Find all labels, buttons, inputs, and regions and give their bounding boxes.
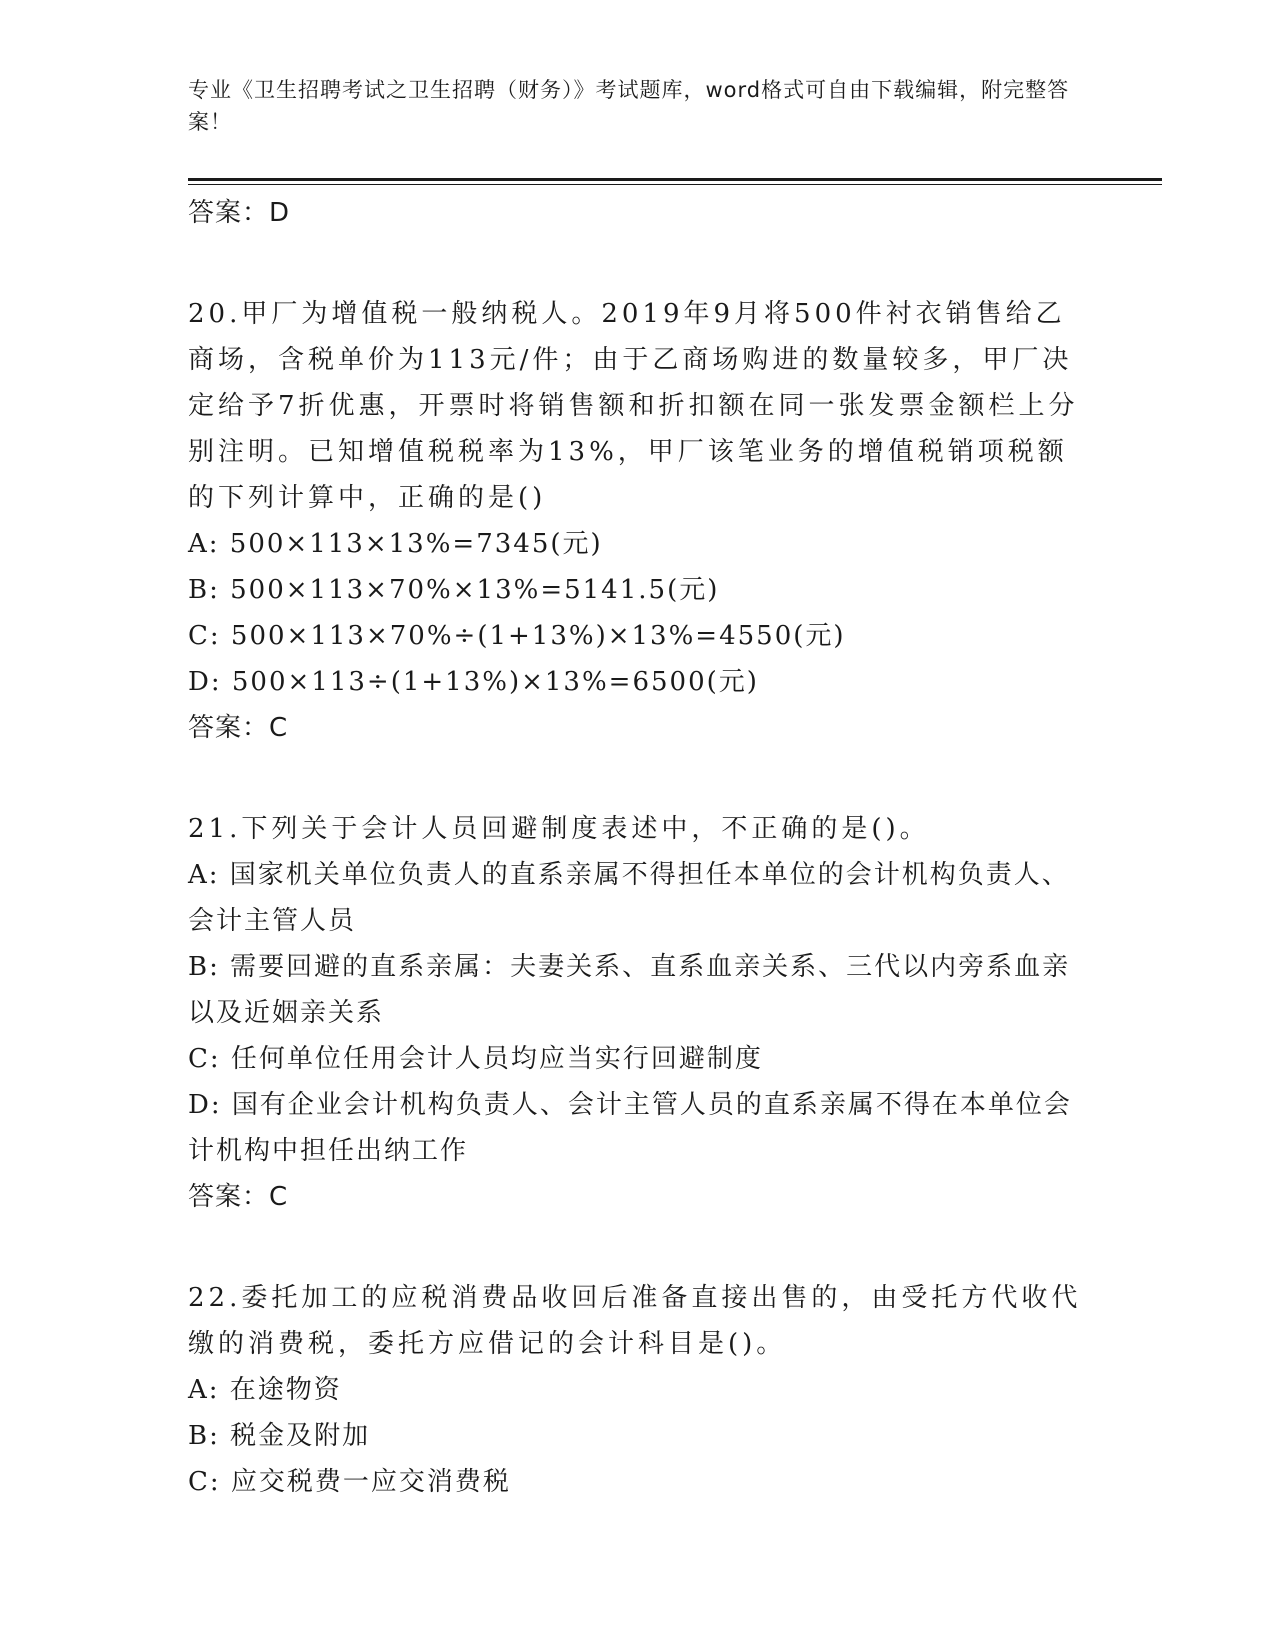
document-body — [188, 190, 1088, 1505]
option-b: B: 需要回避的直系亲属：夫妻关系、直系血亲关系、三代以内旁系血亲以及近姻亲关系 — [188, 952, 1071, 1028]
question-text: 21.下列关于会计人员回避制度表述中，不正确的是()。 — [188, 814, 930, 844]
question-block-22 — [188, 1275, 1088, 1505]
option-c: C: 500×113×70%÷(1+13%)×13%=4550(元) — [188, 621, 846, 651]
answer-line: 答案：C — [188, 1182, 289, 1212]
answer-line: 答案：D — [188, 198, 291, 228]
option-a: A: 国家机关单位负责人的直系亲属不得担任本单位的会计机构负责人、会计主管人员 — [188, 860, 1070, 936]
document-header: 专业《卫生招聘考试之卫生招聘（财务）》考试题库，word格式可自由下载编辑，附完整答案！ — [188, 78, 1070, 134]
spacer — [188, 1220, 1088, 1275]
spacer — [188, 751, 1088, 806]
header-divider-thick — [188, 178, 1162, 181]
spacer — [188, 236, 1088, 291]
option-d: D: 国有企业会计机构负责人、会计主管人员的直系亲属不得在本单位会计机构中担任出纳工作 — [188, 1090, 1072, 1166]
option-b: B: 500×113×70%×13%=5141.5(元) — [188, 575, 720, 605]
question-block-21 — [188, 806, 1088, 1220]
option-a: A: 在途物资 — [188, 1375, 342, 1405]
option-c: C: 应交税费一应交消费税 — [188, 1467, 511, 1497]
option-a: A: 500×113×13%=7345(元) — [188, 529, 603, 559]
option-c: C: 任何单位任用会计人员均应当实行回避制度 — [188, 1044, 763, 1074]
option-d: D: 500×113÷(1+13%)×13%=6500(元) — [188, 667, 759, 697]
question-text: 22.委托加工的应税消费品收回后准备直接出售的，由受托方代收代缴的消费税，委托方应借记的会计科目是()。 — [188, 1283, 1082, 1359]
answer-line: 答案：C — [188, 713, 289, 743]
question-block-20 — [188, 291, 1088, 751]
option-b: B: 税金及附加 — [188, 1421, 371, 1451]
question-text: 20.甲厂为增值税一般纳税人。2019年9月将500件衬衣销售给乙商场，含税单价为113元/件；由于乙商场购进的数量较多，甲厂决定给予7折优惠，开票时将销售额和折扣额在同一张发票金额栏上分别注明。已知增值税税率为13%，甲厂该笔业务的增值税销项税额的下列计算中，正确的是() — [188, 299, 1079, 513]
header-divider-thin — [188, 184, 1162, 185]
